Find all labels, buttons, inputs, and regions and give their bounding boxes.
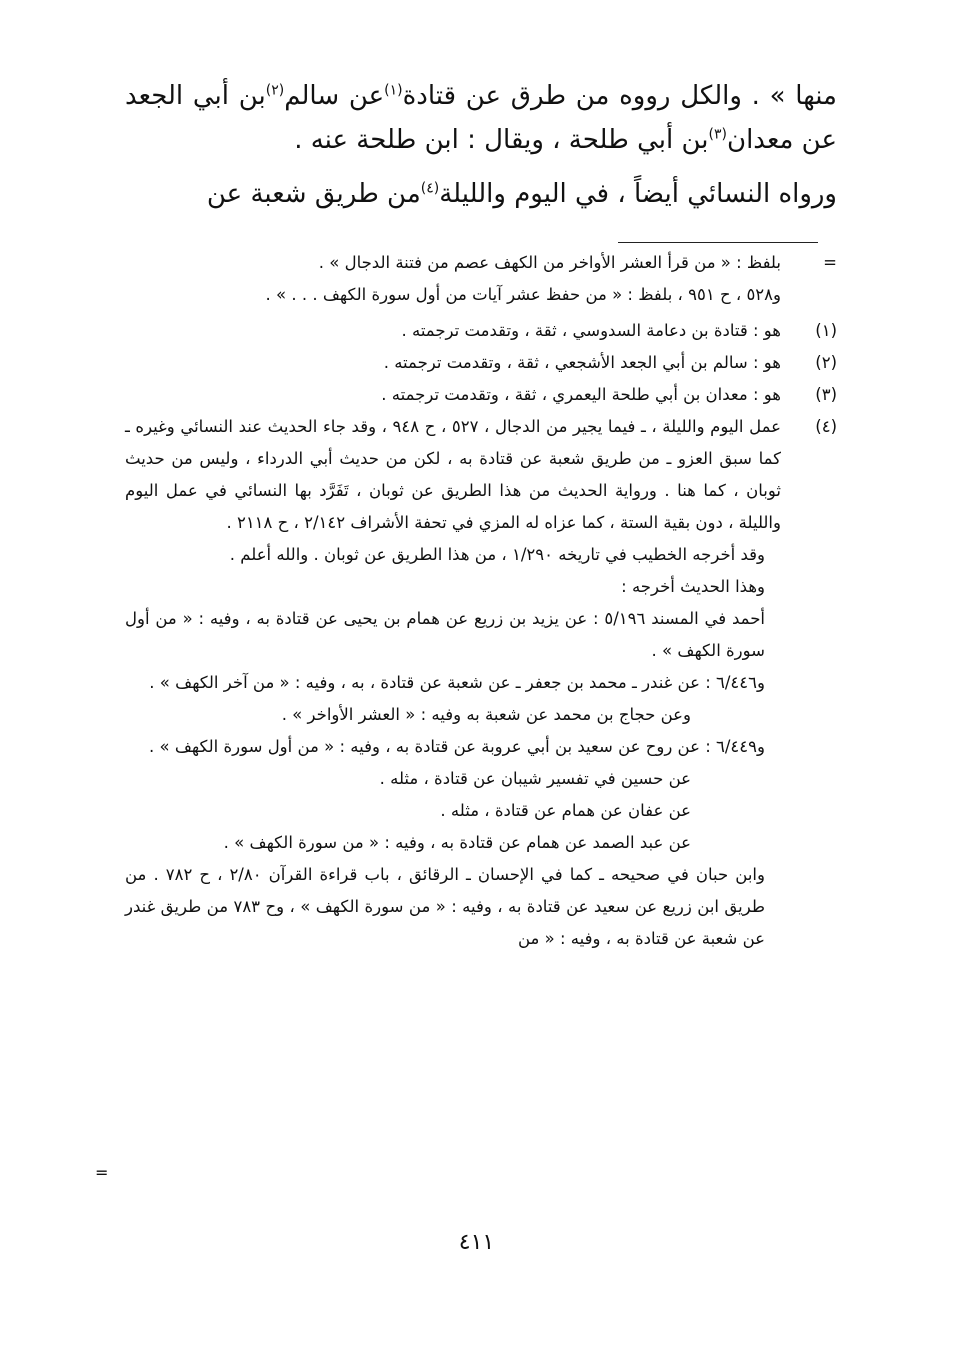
footnote-4-line-rawh: و٦/٤٤٩ : عن روح عن سعيد بن أبي عروبة عن قتادة به ، وفيه : « من أول سورة الكهف » . [149,737,765,756]
main-paragraph-2: ورواه النسائي أيضاً ، في اليوم والليلة$^{(٤)}$من طريق شعبة عن [206,179,837,209]
page-number: ٤١١ [458,1230,495,1255]
continuation-mark: = [823,253,837,272]
footnote-4-line-ibnhibban: وابن حبان في صحيحه ـ كما في الإحسان ـ الرقائق ، باب قراءة القرآن ٢/٨٠ ، ح ٧٨٢ . من طريق ابن زريع عن سعيد عن قتادة به ، وفيه : « من سورة الكهف » ، وح ٧٨٣ من طريق غندر عن شعبة عن قتادة به ، وفيه : « من [125,865,765,948]
footnote-4-line-khatib: وقد أخرجه الخطيب في تاريخه ١/٢٩٠ ، من هذا الطريق عن ثوبان . والله أعلم . [229,545,765,564]
footnote-4 [125,411,837,955]
footnote-4-line-abdussamad: عن عبد الصمد عن همام عن قتادة به ، وفيه : « من سورة الكهف » . [223,833,691,852]
footnote-1: (١) هو : قتادة بن دعامة السدوسي ، ثقة ، وتقدمت ترجمته . [125,315,837,347]
footnote-4-line-ahmad: أحمد في المسند ٥/١٩٦ : عن يزيد بن زريع عن همام بن يحيى عن قتادة به ، وفيه : « من أول سورة الكهف » . [125,609,765,660]
footnote-ref-1[interactable]: (١) [384,82,403,99]
main-paragraph-1: منها » . والكل رووه من طرق عن قتادة$^{(١)}$عن سالم$^{(٢)}$بن أبي الجعد عن معدان$^{(٣)}$بن أبي طلحة ، ويقال : ابن طلحة عنه . [125,81,837,155]
footnote-separator [618,242,818,243]
footnote-3: (٣) هو : معدان بن أبي طلحة اليعمري ، ثقة ، وتقدمت ترجمته . [125,379,837,411]
footnote-ref-2[interactable]: (٢) [265,82,285,99]
footnote-4-line-intro: وهذا الحديث أخرجه : [621,577,765,596]
footnote-4-line-husayn: عن حسين في تفسير شيبان عن قتادة ، مثله . [379,769,691,788]
footnote-ref-4[interactable]: (٤) [420,180,440,197]
footnote-mark-4: (٤) [815,417,837,436]
footnote-4-line-affan: عن عفان عن همام عن قتادة ، مثله . [440,801,691,820]
footnote-4-text: عمل اليوم والليلة ، ـ فيما يجير من الدجال ، ٥٢٧ ، ح ٩٤٨ ، وقد جاء الحديث عند النسائي وغيره ـ كما سبق العزو ـ من طريق شعبة عن قتادة به ، لكن من حديث أبي الدرداء ، وليس من حديث ثوبان ، كما هنا . ورواية الحديث من هذا الطريق عن ثوبان ، تَفَرَّد بها النسائي في عمل اليوم والليلة ، دون بقية الستة ، كما عزاه له المزي في تحفة الأشراف ٢/١٤٢ ، ح ٢١١٨ . [125,417,781,532]
footnote-4-line-ghundar: و٦/٤٤٦ : عن غندر ـ محمد بن جعفر ـ عن شعبة عن قتادة ، به ، وفيه : « من آخر الكهف » . [149,673,765,692]
footnotes [125,247,837,955]
footnote-mark-1: (١) [815,321,837,340]
continued-mark: = [95,1163,109,1182]
main-text [125,74,837,216]
footnote-mark-3: (٣) [815,385,837,404]
footnote-2: (٢) هو : سالم بن أبي الجعد الأشجعي ، ثقة ، وتقدمت ترجمته . [125,347,837,379]
continuation-line-2: و٥٢٨ ، ح ٩٥١ ، بلفظ : « من حفظ عشر آيات من أول سورة الكهف . . . » . [265,285,781,304]
footnote-mark-2: (٢) [815,353,837,372]
footnote-4-line-hajjaj: وعن حجاج بن محمد عن شعبة به وفيه : « العشر الأواخر » . [281,705,691,724]
footnote-ref-3[interactable]: (٣) [708,126,727,143]
continuation-line-1: = بلفظ : « من قرأ العشر الأواخر من الكهف عصم من فتنة الدجال » . [125,247,837,279]
